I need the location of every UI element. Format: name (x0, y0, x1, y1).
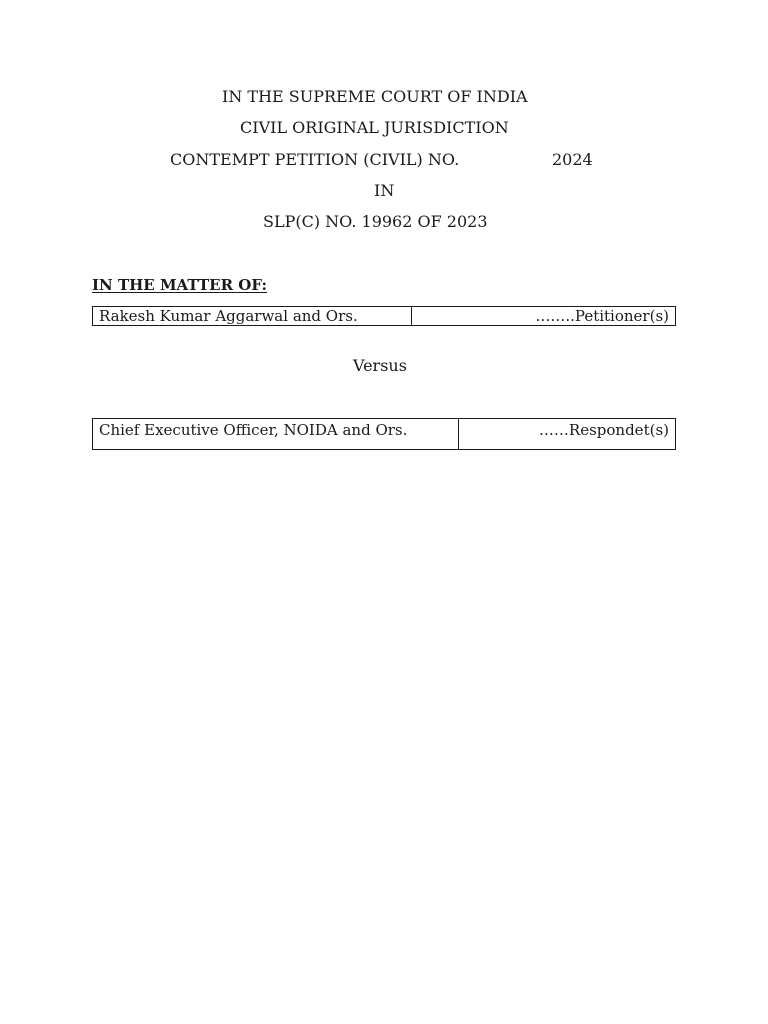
petition-number-label: CONTEMPT PETITION (CIVIL) NO. (170, 150, 460, 169)
respondent-name: Chief Executive Officer, NOIDA and Ors. (93, 419, 459, 449)
matter-heading: IN THE MATTER OF: (92, 276, 267, 294)
respondent-role: ……Respondet(s) (538, 421, 669, 439)
petition-year: 2024 (552, 150, 593, 169)
petitioner-name: Rakesh Kumar Aggarwal and Ors. (93, 307, 412, 325)
petitioner-role: ……..Petitioner(s) (535, 307, 669, 325)
slp-reference: SLP(C) NO. 19962 OF 2023 (263, 212, 488, 231)
petitioner-table (92, 306, 676, 326)
connector-in: IN (374, 181, 395, 200)
court-title: IN THE SUPREME COURT OF INDIA (222, 87, 528, 106)
respondent-table (92, 418, 676, 450)
jurisdiction-title: CIVIL ORIGINAL JURISDICTION (240, 118, 509, 137)
versus-label: Versus (353, 356, 407, 375)
